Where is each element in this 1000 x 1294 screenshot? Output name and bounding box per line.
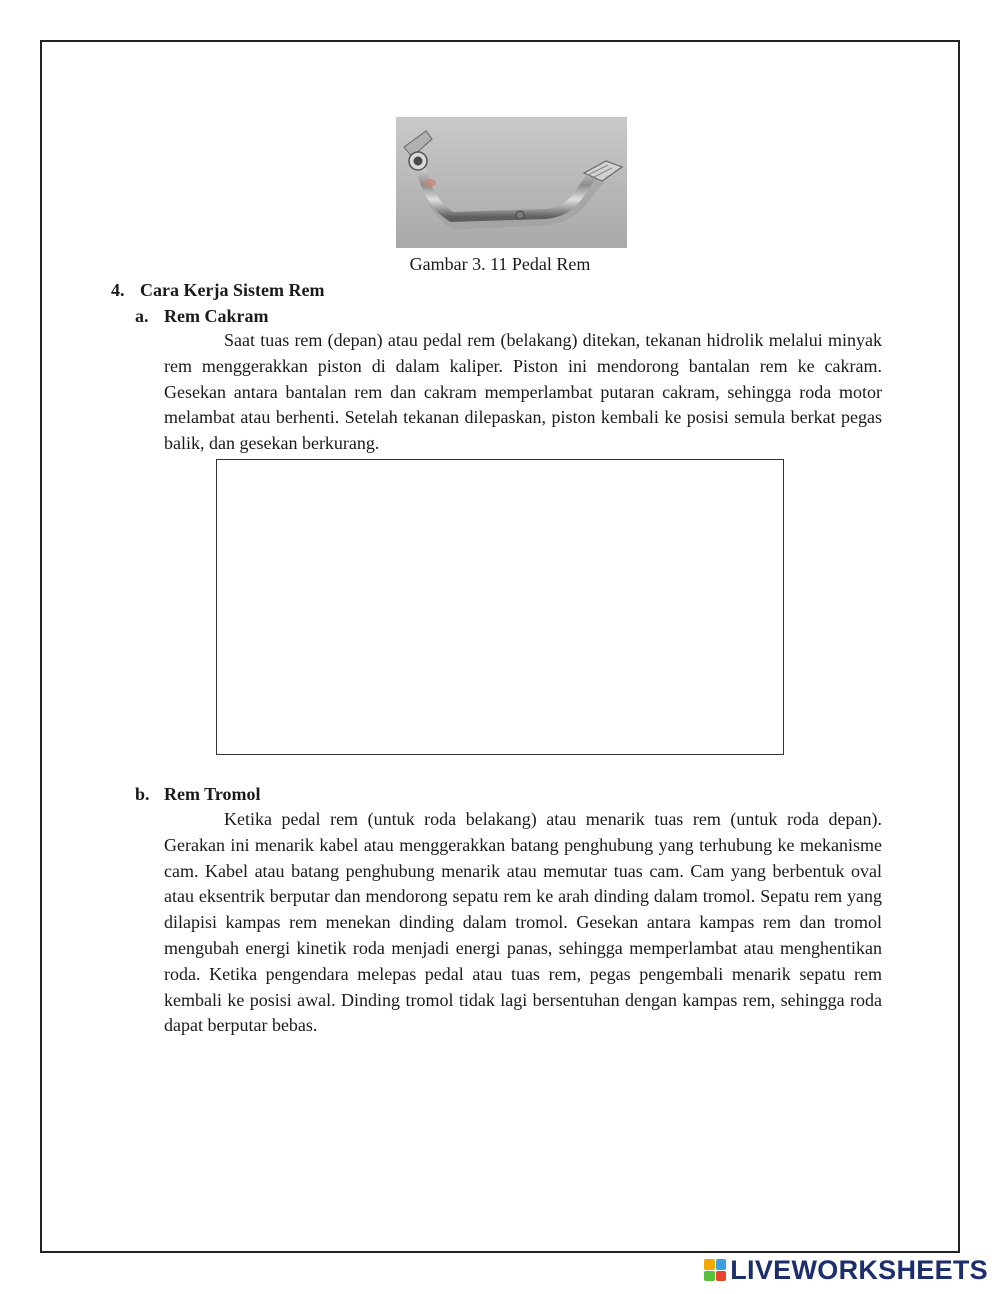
brake-pedal-illustration (396, 117, 627, 248)
subsection-b-paragraph: Ketika pedal rem (untuk roda belakang) atau menarik tuas rem (untuk roda depan). Gerakan ini menarik kabel atau menggerakkan batang penghubung yang terhubung ke mekanisme cam. Kabel atau batang penghubung menarik atau memutar tuas cam. Cam yang berbentuk oval atau eksentrik berputar dan mendorong sepatu rem ke arah dinding dalam tromol. Sepatu rem yang dilapisi kampas rem menekan dinding dalam tromol. Gesekan antara kampas rem dan tromol mengubah energi kinetik roda menjadi energi panas, sehingga memperlambat atau menghentikan roda. Ketika pengendara melepas pedal atau tuas rem, pegas pengembali menarik sepatu rem kembali ke posisi awal. Dinding tromol tidak lagi bersentuhan dengan kampas rem, sehingga roda dapat berputar bebas. (164, 809, 882, 1036)
answer-box[interactable] (216, 459, 784, 755)
liveworksheets-logo (704, 1255, 988, 1285)
subsection-a-heading (135, 305, 268, 327)
section-title: Cara Kerja Sistem Rem (140, 280, 325, 300)
subsection-a-letter: a. (135, 306, 149, 326)
subsection-b-heading (135, 783, 261, 805)
section-heading (111, 279, 324, 301)
pedal-rem-photo (396, 117, 627, 248)
subsection-a-title: Rem Cakram (164, 306, 269, 326)
liveworksheets-logo-icon (704, 1259, 726, 1281)
subsection-a-paragraph: Saat tuas rem (depan) atau pedal rem (belakang) ditekan, tekanan hidrolik melalui minyak rem menggerakkan piston di dalam kaliper. Piston ini mendorong bantalan rem ke cakram. Gesekan antara bantalan rem dan cakram memperlambat putaran cakram, sehingga roda motor melambat atau berhenti. Setelah tekanan dilepaskan, piston kembali ke posisi semula berkat pegas balik, dan gesekan berkurang. (164, 330, 882, 454)
brand-name: LIVEWORKSHEETS (730, 1254, 988, 1285)
subsection-b-title: Rem Tromol (164, 784, 261, 804)
subsection-b-letter: b. (135, 784, 150, 804)
section-number: 4. (111, 280, 125, 300)
figure-caption: Gambar 3. 11 Pedal Rem (409, 254, 591, 274)
